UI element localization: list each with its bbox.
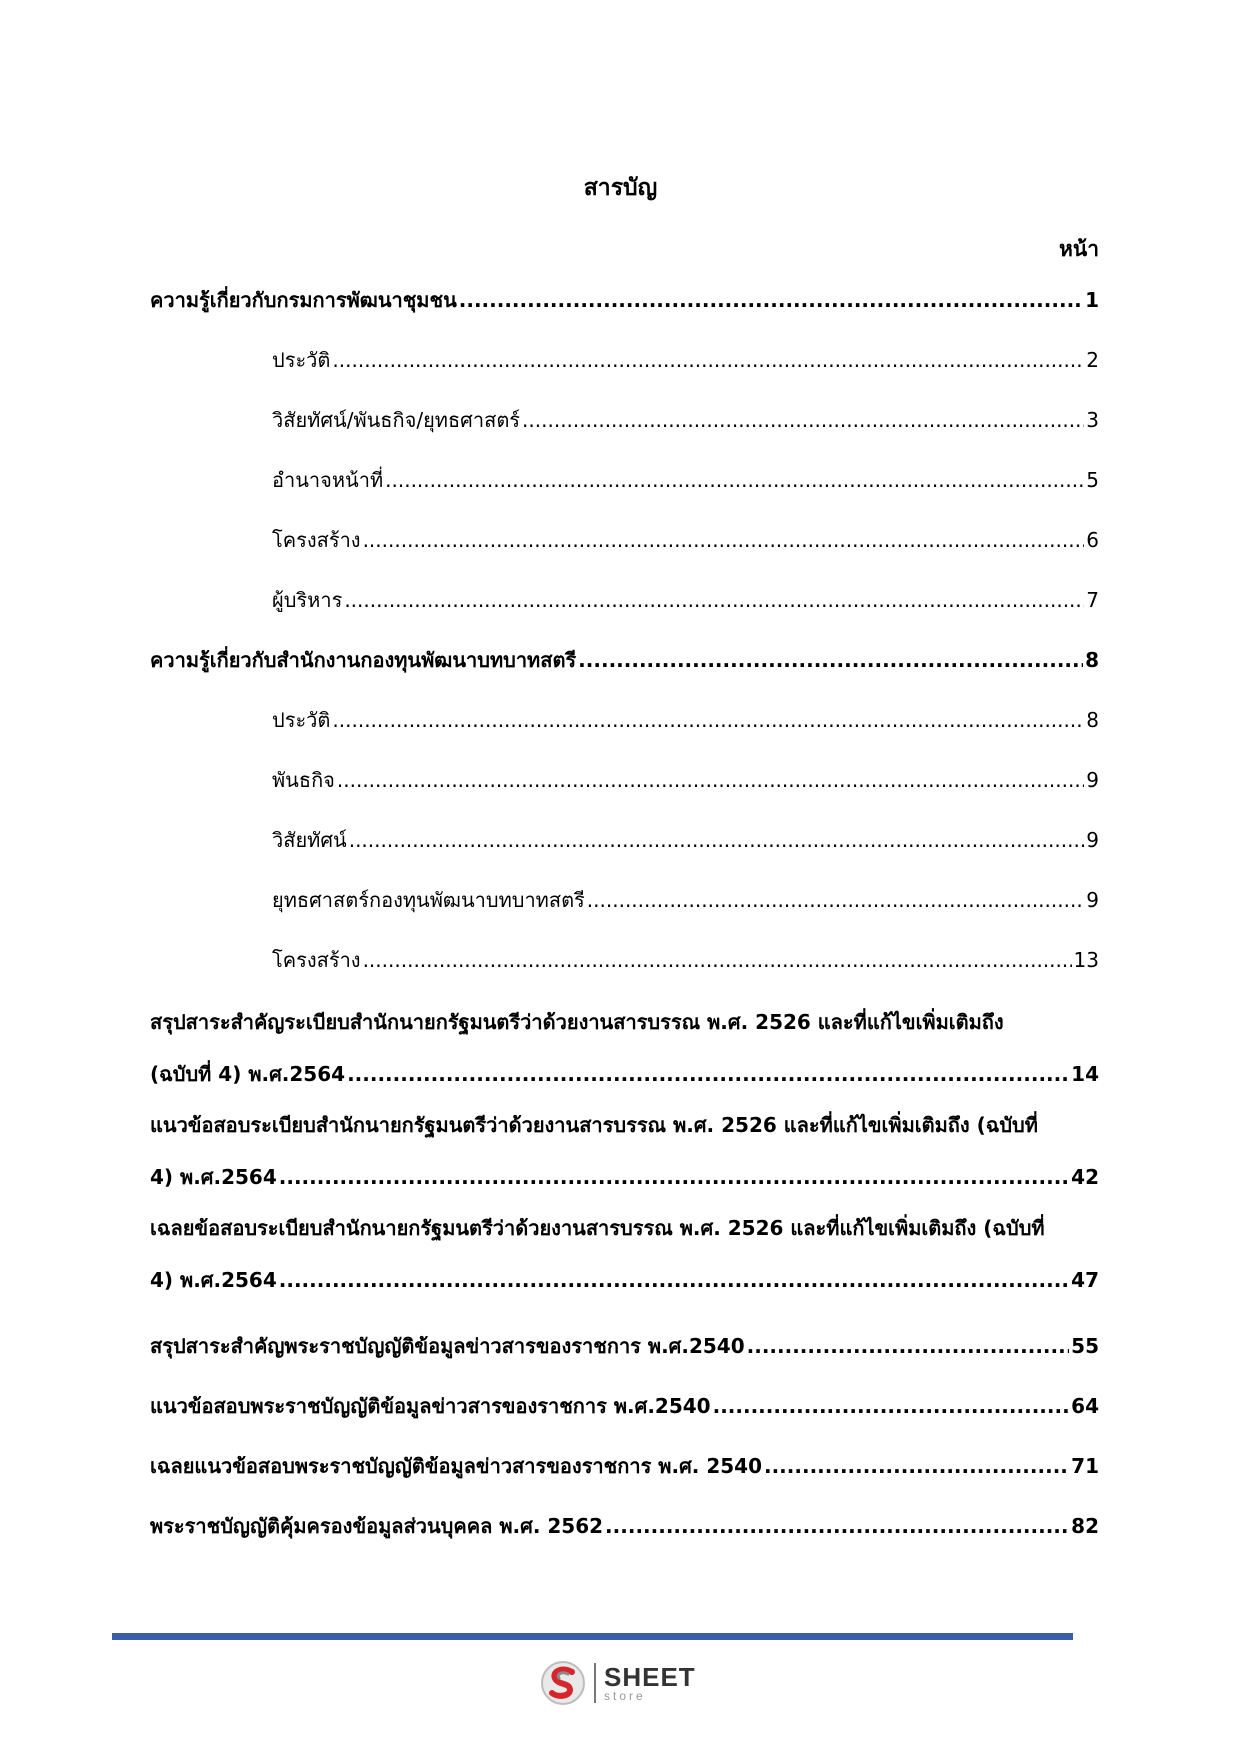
logo-subtitle: store — [604, 1689, 646, 1703]
toc-entry-page: 64 — [1071, 1394, 1099, 1418]
toc-entry-title: ยุทธศาสตร์กองทุนพัฒนาบทบาทสตรี — [272, 888, 585, 912]
toc-entry[interactable] — [150, 1213, 1099, 1295]
toc-entry-title: พระราชบัญญัติคุ้มครองข้อมูลส่วนบุคคล พ.ศ. 2562 — [150, 1514, 604, 1538]
toc-entry-page: 42 — [1071, 1165, 1099, 1189]
footer-divider — [112, 1633, 1073, 1640]
toc-entry-page: 13 — [1073, 948, 1099, 972]
toc-entry-title: พันธกิจ — [272, 768, 335, 792]
toc-entry[interactable] — [150, 285, 1099, 315]
toc-leader-dots — [764, 1451, 1069, 1481]
toc-entry-title: ความรู้เกี่ยวกับสำนักงานกองทุนพัฒนาบทบาทสตรี — [150, 648, 577, 672]
toc-leader-dots — [363, 945, 1072, 975]
toc-entry-page: 5 — [1086, 468, 1099, 492]
toc-entry-page: 9 — [1086, 828, 1099, 852]
toc-entry-page: 8 — [1085, 648, 1099, 672]
toc-entry[interactable] — [150, 705, 1099, 735]
toc-entry-title: สรุปสาระสำคัญระเบียบสำนักนายกรัฐมนตรีว่าด้วยงานสารบรรณ พ.ศ. 2526 และที่แก้ไขเพิ่มเติมถึง — [150, 1010, 1004, 1034]
toc-entry-title: โครงสร้าง — [272, 948, 361, 972]
page-title: สารบัญ — [583, 175, 658, 201]
toc-entry[interactable] — [150, 1110, 1099, 1192]
toc-leader-dots — [587, 885, 1084, 915]
toc-entry-page: 47 — [1071, 1268, 1099, 1292]
toc-leader-dots — [459, 285, 1083, 315]
toc-leader-dots — [347, 1059, 1069, 1089]
sheet-store-logo-icon — [540, 1660, 586, 1706]
toc-leader-dots — [332, 705, 1084, 735]
toc-entry-page: 7 — [1086, 588, 1099, 612]
brand-logo — [540, 1660, 696, 1706]
toc-entry[interactable] — [150, 1511, 1099, 1541]
toc-entry-title: ความรู้เกี่ยวกับกรมการพัฒนาชุมชน — [150, 288, 457, 312]
toc-entry-title: ประวัติ — [272, 348, 331, 372]
toc-leader-dots — [337, 765, 1084, 795]
toc-leader-dots — [344, 585, 1084, 615]
toc-entry-title: เฉลยข้อสอบระเบียบสำนักนายกรัฐมนตรีว่าด้วยงานสารบรรณ พ.ศ. 2526 และที่แก้ไขเพิ่มเติมถึง (ฉบับที่ — [150, 1216, 1045, 1240]
toc-entry-page: 82 — [1071, 1514, 1099, 1538]
toc-leader-dots — [578, 645, 1083, 675]
toc-entry[interactable] — [150, 765, 1099, 795]
toc-entry-title: โครงสร้าง — [272, 528, 361, 552]
toc-entry[interactable] — [150, 885, 1099, 915]
toc-entry[interactable] — [150, 825, 1099, 855]
toc-entry[interactable] — [150, 1391, 1099, 1421]
toc-entry[interactable] — [150, 585, 1099, 615]
toc-entry-page: 9 — [1086, 768, 1099, 792]
toc-leader-dots — [522, 405, 1084, 435]
toc-entry-page: 55 — [1071, 1334, 1099, 1358]
toc-entry[interactable] — [150, 645, 1099, 675]
toc-entry-title: ประวัติ — [272, 708, 331, 732]
logo-separator — [594, 1663, 596, 1703]
toc-leader-dots — [349, 825, 1085, 855]
toc-entry[interactable] — [150, 1007, 1099, 1089]
toc-leader-dots — [713, 1391, 1070, 1421]
toc-entry-title: เฉลยแนวข้อสอบพระราชบัญญัติข้อมูลข่าวสารของราชการ พ.ศ. 2540 — [150, 1454, 762, 1478]
toc-entry-page: 3 — [1086, 408, 1099, 432]
toc-entry[interactable] — [150, 1331, 1099, 1361]
toc-leader-dots — [747, 1331, 1070, 1361]
toc-entry-page: 14 — [1071, 1062, 1099, 1086]
toc-entry-title-cont: 4) พ.ศ.2564 — [150, 1268, 277, 1292]
toc-entry-page: 1 — [1085, 288, 1099, 312]
toc-entry-page: 9 — [1086, 888, 1099, 912]
toc-entry-page: 6 — [1086, 528, 1099, 552]
toc-entry[interactable] — [150, 945, 1099, 975]
toc-entry-title: วิสัยทัศน์ — [272, 828, 347, 852]
toc-entry-title: แนวข้อสอบระเบียบสำนักนายกรัฐมนตรีว่าด้วยงานสารบรรณ พ.ศ. 2526 และที่แก้ไขเพิ่มเติมถึง (ฉบับที่ — [150, 1113, 1038, 1137]
toc-entry-title: สรุปสาระสำคัญพระราชบัญญัติข้อมูลข่าวสารของราชการ พ.ศ.2540 — [150, 1334, 745, 1358]
toc-leader-dots — [279, 1265, 1069, 1295]
toc-leader-dots — [605, 1511, 1069, 1541]
page-column-header: หน้า — [1059, 237, 1099, 261]
toc-entry-page: 8 — [1086, 708, 1099, 732]
toc-entry-title-cont: 4) พ.ศ.2564 — [150, 1165, 277, 1189]
toc-leader-dots — [385, 465, 1084, 495]
toc-leader-dots — [332, 345, 1084, 375]
toc-entry[interactable] — [150, 405, 1099, 435]
toc-entry[interactable] — [150, 1451, 1099, 1481]
toc-entry-title: อำนาจหน้าที่ — [272, 468, 384, 492]
toc-entry-title: วิสัยทัศน์/พันธกิจ/ยุทธศาสตร์ — [272, 408, 521, 432]
logo-name: SHEET — [604, 1662, 696, 1692]
toc-entry-title-cont: (ฉบับที่ 4) พ.ศ.2564 — [150, 1062, 346, 1086]
toc-entry[interactable] — [150, 345, 1099, 375]
toc-entry-page: 71 — [1071, 1454, 1099, 1478]
toc-leader-dots — [363, 525, 1085, 555]
toc-entry-title: แนวข้อสอบพระราชบัญญัติข้อมูลข่าวสารของราชการ พ.ศ.2540 — [150, 1394, 711, 1418]
toc-entry-page: 2 — [1086, 348, 1099, 372]
toc-leader-dots — [279, 1162, 1069, 1192]
toc-entry-title: ผู้บริหาร — [272, 588, 343, 612]
toc-entry[interactable] — [150, 465, 1099, 495]
toc-entry[interactable] — [150, 525, 1099, 555]
